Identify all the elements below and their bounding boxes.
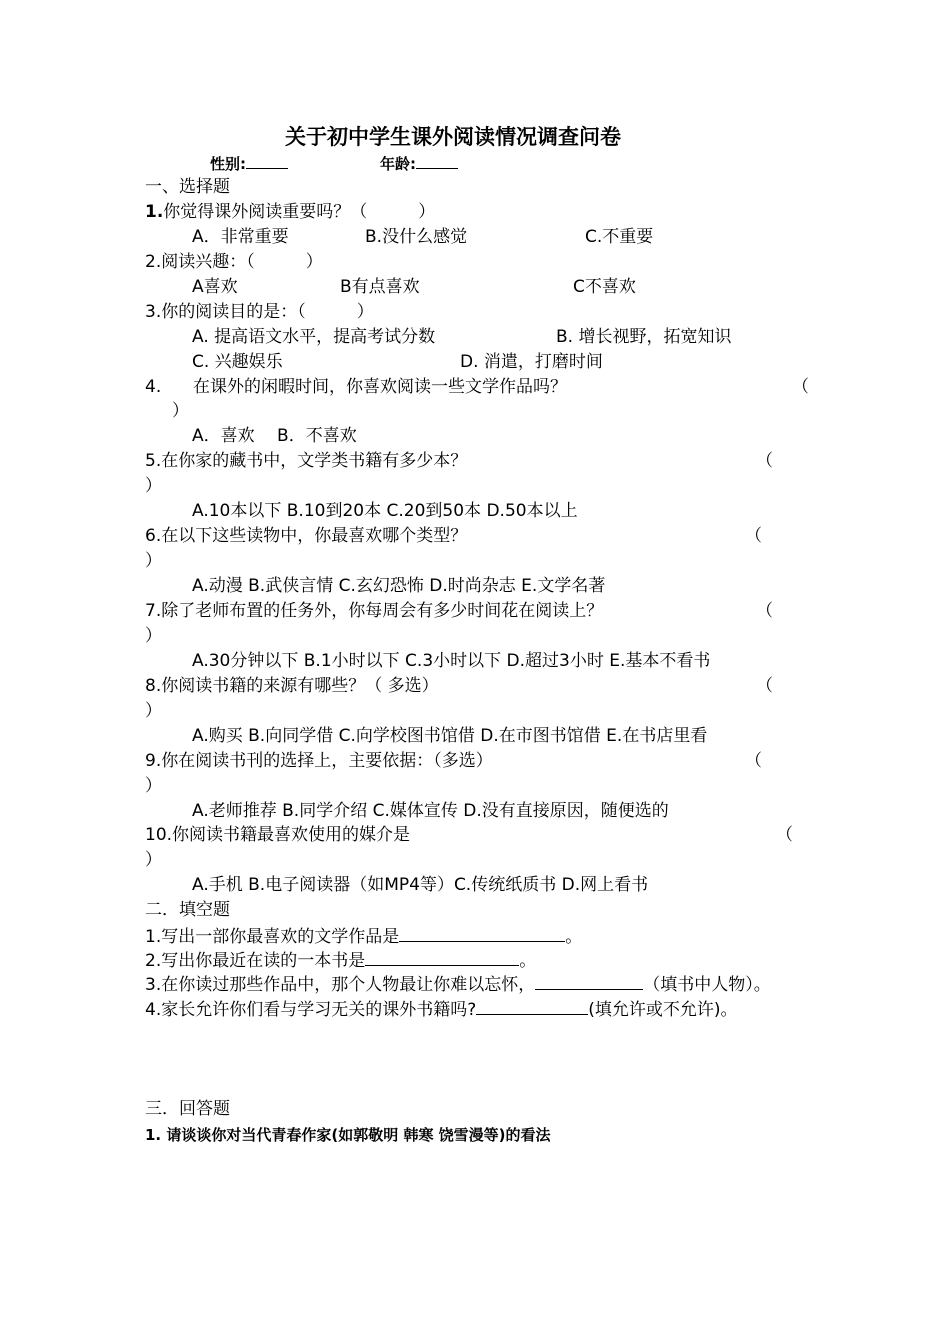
section-heading-choice: 一、选择题 [145, 177, 230, 197]
question-4-number: 4. [145, 377, 162, 397]
fill-3-blank[interactable] [535, 973, 643, 990]
fill-item-2 [145, 949, 536, 972]
section-heading-answer: 三．回答题 [145, 1099, 230, 1119]
section-heading-fill: 二．填空题 [145, 900, 230, 920]
question-8-text: 8.你阅读书籍的来源有哪些？（ 多选） [145, 676, 439, 696]
question-1 [145, 201, 435, 223]
q1-option-b[interactable]: B.没什么感觉 [365, 227, 468, 247]
question-7-text: 7.除了老师布置的任务外，你每周会有多少时间花在阅读上？ [145, 601, 604, 621]
question-7-bracket-close: ） [145, 626, 162, 646]
q1-option-a[interactable]: A．非常重要 [192, 227, 289, 247]
q3-option-c[interactable]: C. 兴趣娱乐 [192, 352, 283, 372]
age-blank[interactable] [416, 152, 458, 169]
answer-1-text: 请谈谈你对当代青春作家(如郭敬明 韩寒 饶雪漫等)的看法 [166, 1126, 551, 1144]
fill-4-text: 4.家长允许你们看与学习无关的课外书籍吗? [145, 1000, 477, 1020]
question-2-text: 2.阅读兴趣：（ ） [145, 252, 323, 272]
q3-option-b[interactable]: B. 增长视野，拓宽知识 [556, 327, 732, 347]
question-4-bracket-close: ） [172, 401, 189, 421]
question-5-bracket-open: （ [756, 451, 773, 471]
question-4-bracket-open: （ [792, 377, 809, 397]
age-field[interactable] [380, 152, 458, 175]
q2-option-a[interactable]: A喜欢 [192, 277, 238, 297]
question-9-bracket-open: （ [745, 751, 762, 771]
q5-options[interactable]: A.10本以下 B.10到20本 C.20到50本 D.50本以上 [192, 501, 578, 521]
q9-options[interactable]: A.老师推荐 B.同学介绍 C.媒体宣传 D.没有直接原因，随便选的 [192, 801, 669, 821]
question-6-bracket-close: ） [145, 551, 162, 571]
q2-option-b[interactable]: B有点喜欢 [340, 277, 420, 297]
question-1-number: 1. [145, 202, 164, 222]
gender-label: 性别: [210, 155, 246, 173]
q1-option-c[interactable]: C.不重要 [585, 227, 654, 247]
fill-1-blank[interactable] [399, 925, 565, 942]
fill-2-post: 。 [519, 951, 537, 971]
question-8-bracket-open: （ [756, 676, 773, 696]
question-5-text: 5.在你家的藏书中，文学类书籍有多少本？ [145, 451, 468, 471]
question-1-text: 你觉得课外阅读重要吗？（ ） [163, 202, 436, 222]
question-7-bracket-open: （ [756, 601, 773, 621]
question-10-bracket-close: ） [145, 850, 162, 870]
page-title: 关于初中学生课外阅读情况调查问卷 [285, 125, 621, 149]
fill-4-post: (填允许或不允许)。 [588, 1000, 738, 1020]
fill-1-post: 。 [565, 927, 583, 947]
fill-2-blank[interactable] [365, 949, 519, 966]
question-6-bracket-open: （ [745, 526, 762, 546]
question-5-bracket-close: ） [145, 476, 162, 496]
fill-4-blank[interactable] [476, 998, 588, 1015]
q8-options[interactable]: A.购买 B.向同学借 C.向学校图书馆借 D.在市图书馆借 E.在书店里看 [192, 726, 708, 746]
fill-item-3 [145, 973, 771, 996]
fill-item-4 [145, 998, 738, 1021]
fill-3-text: 3.在你读过那些作品中，那个人物最让你难以忘怀， [145, 975, 536, 995]
question-3-text: 3.你的阅读目的是：（ ） [145, 302, 374, 322]
fill-item-1 [145, 925, 582, 948]
question-4-text: 在课外的闲暇时间，你喜欢阅读一些文学作品吗？ [193, 377, 567, 397]
question-10-text: 10.你阅读书籍最喜欢使用的媒介是 [145, 825, 411, 845]
answer-1-number: 1. [145, 1126, 162, 1144]
question-9-text: 9.你在阅读书刊的选择上，主要依据：（多选） [145, 751, 493, 771]
fill-1-text: 1.写出一部你最喜欢的文学作品是 [145, 927, 400, 947]
answer-question-1 [145, 1124, 551, 1146]
question-8-bracket-close: ） [145, 701, 162, 721]
q10-options[interactable]: A.手机 B.电子阅读器（如MP4等）C.传统纸质书 D.网上看书 [192, 875, 649, 895]
q3-option-d[interactable]: D. 消遣，打磨时间 [460, 352, 603, 372]
fill-3-post: （填书中人物）。 [643, 975, 771, 995]
q3-option-a[interactable]: A. 提高语文水平，提高考试分数 [192, 327, 436, 347]
q7-options[interactable]: A.30分钟以下 B.1小时以下 C.3小时以下 D.超过3小时 E.基本不看书 [192, 651, 711, 671]
q4-options[interactable]: A．喜欢 B．不喜欢 [192, 426, 357, 446]
q6-options[interactable]: A.动漫 B.武侠言情 C.玄幻恐怖 D.时尚杂志 E.文学名著 [192, 576, 606, 596]
fill-2-text: 2.写出你最近在读的一本书是 [145, 951, 366, 971]
question-10-bracket-open: （ [776, 825, 793, 845]
gender-blank[interactable] [246, 152, 288, 169]
age-label: 年龄: [380, 155, 416, 173]
question-6-text: 6.在以下这些读物中，你最喜欢哪个类型？ [145, 526, 468, 546]
q2-option-c[interactable]: C不喜欢 [573, 277, 636, 297]
question-9-bracket-close: ） [145, 776, 162, 796]
gender-field[interactable] [210, 152, 288, 175]
